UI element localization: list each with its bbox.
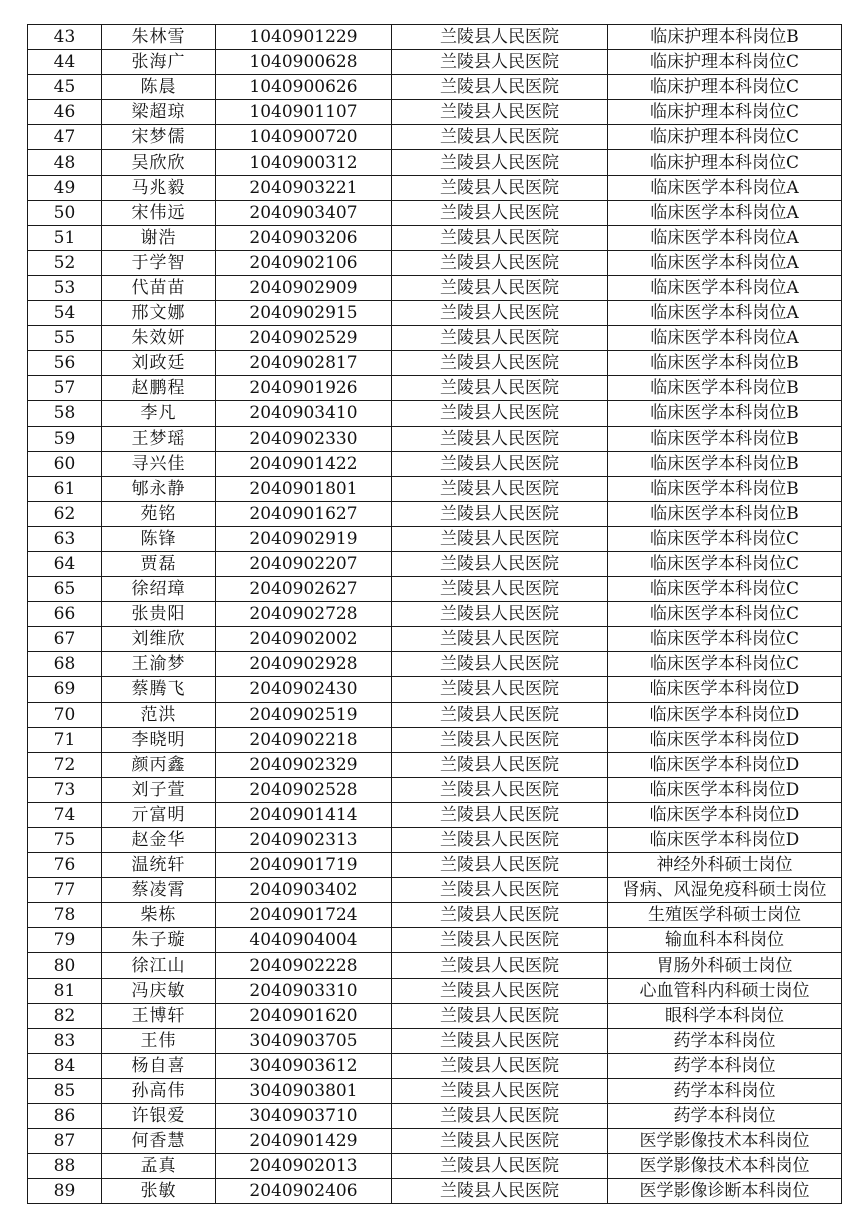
candidate-name-cell: 赵金华 bbox=[102, 828, 216, 853]
employer-unit-cell: 兰陵县人民医院 bbox=[392, 1053, 608, 1078]
row-number-cell: 58 bbox=[28, 401, 102, 426]
exam-id-cell: 2040903410 bbox=[216, 401, 392, 426]
table-row bbox=[28, 200, 842, 225]
employer-unit-cell: 兰陵县人民医院 bbox=[392, 953, 608, 978]
row-number-cell: 50 bbox=[28, 200, 102, 225]
employer-unit-cell: 兰陵县人民医院 bbox=[392, 50, 608, 75]
table-row bbox=[28, 928, 842, 953]
table-row bbox=[28, 652, 842, 677]
candidate-name-cell: 郇永静 bbox=[102, 476, 216, 501]
row-number-cell: 68 bbox=[28, 652, 102, 677]
exam-id-cell: 2040903407 bbox=[216, 200, 392, 225]
position-cell: 肾病、风湿免疫科硕士岗位 bbox=[608, 878, 842, 903]
table-row bbox=[28, 602, 842, 627]
exam-id-cell: 2040903206 bbox=[216, 225, 392, 250]
candidate-name-cell: 温统轩 bbox=[102, 853, 216, 878]
exam-id-cell: 1040900628 bbox=[216, 50, 392, 75]
employer-unit-cell: 兰陵县人民医院 bbox=[392, 677, 608, 702]
position-cell: 医学影像诊断本科岗位 bbox=[608, 1179, 842, 1204]
table-row bbox=[28, 25, 842, 50]
position-cell: 临床医学本科岗位D bbox=[608, 677, 842, 702]
table-row bbox=[28, 677, 842, 702]
table-row bbox=[28, 1129, 842, 1154]
table-row bbox=[28, 702, 842, 727]
table-row bbox=[28, 1078, 842, 1103]
employer-unit-cell: 兰陵县人民医院 bbox=[392, 978, 608, 1003]
row-number-cell: 65 bbox=[28, 577, 102, 602]
employer-unit-cell: 兰陵县人民医院 bbox=[392, 451, 608, 476]
employer-unit-cell: 兰陵县人民医院 bbox=[392, 627, 608, 652]
candidate-name-cell: 张贵阳 bbox=[102, 602, 216, 627]
table-row bbox=[28, 878, 842, 903]
position-cell: 临床医学本科岗位C bbox=[608, 551, 842, 576]
table-row bbox=[28, 1003, 842, 1028]
table-row bbox=[28, 1104, 842, 1129]
employer-unit-cell: 兰陵县人民医院 bbox=[392, 878, 608, 903]
position-cell: 临床医学本科岗位C bbox=[608, 602, 842, 627]
candidate-name-cell: 何香慧 bbox=[102, 1129, 216, 1154]
employer-unit-cell: 兰陵县人民医院 bbox=[392, 1104, 608, 1129]
candidate-name-cell: 刘政廷 bbox=[102, 351, 216, 376]
position-cell: 心血管科内科硕士岗位 bbox=[608, 978, 842, 1003]
employer-unit-cell: 兰陵县人民医院 bbox=[392, 426, 608, 451]
table-row bbox=[28, 451, 842, 476]
candidate-name-cell: 陈晨 bbox=[102, 75, 216, 100]
candidate-name-cell: 朱效妍 bbox=[102, 326, 216, 351]
row-number-cell: 44 bbox=[28, 50, 102, 75]
row-number-cell: 67 bbox=[28, 627, 102, 652]
employer-unit-cell: 兰陵县人民医院 bbox=[392, 376, 608, 401]
table-row bbox=[28, 401, 842, 426]
exam-id-cell: 2040902928 bbox=[216, 652, 392, 677]
exam-id-cell: 2040903221 bbox=[216, 175, 392, 200]
candidate-name-cell: 许银爱 bbox=[102, 1104, 216, 1129]
candidate-name-cell: 徐江山 bbox=[102, 953, 216, 978]
exam-id-cell: 2040902430 bbox=[216, 677, 392, 702]
exam-id-cell: 2040903402 bbox=[216, 878, 392, 903]
candidate-name-cell: 吴欣欣 bbox=[102, 150, 216, 175]
candidate-name-cell: 张敏 bbox=[102, 1179, 216, 1204]
candidate-name-cell: 代苗苗 bbox=[102, 275, 216, 300]
position-cell: 临床医学本科岗位A bbox=[608, 326, 842, 351]
table-row bbox=[28, 853, 842, 878]
exam-id-cell: 2040901926 bbox=[216, 376, 392, 401]
employer-unit-cell: 兰陵县人民医院 bbox=[392, 501, 608, 526]
employer-unit-cell: 兰陵县人民医院 bbox=[392, 275, 608, 300]
exam-id-cell: 2040901801 bbox=[216, 476, 392, 501]
position-cell: 临床医学本科岗位D bbox=[608, 702, 842, 727]
candidate-name-cell: 颜丙鑫 bbox=[102, 752, 216, 777]
position-cell: 临床医学本科岗位C bbox=[608, 577, 842, 602]
exam-id-cell: 2040902919 bbox=[216, 526, 392, 551]
row-number-cell: 88 bbox=[28, 1154, 102, 1179]
exam-id-cell: 2040902207 bbox=[216, 551, 392, 576]
position-cell: 临床医学本科岗位B bbox=[608, 351, 842, 376]
candidate-name-cell: 陈锋 bbox=[102, 526, 216, 551]
employer-unit-cell: 兰陵县人民医院 bbox=[392, 1028, 608, 1053]
table-row bbox=[28, 250, 842, 275]
position-cell: 临床医学本科岗位B bbox=[608, 501, 842, 526]
exam-id-cell: 2040902329 bbox=[216, 752, 392, 777]
position-cell: 临床医学本科岗位A bbox=[608, 175, 842, 200]
exam-id-cell: 2040902313 bbox=[216, 828, 392, 853]
employer-unit-cell: 兰陵县人民医院 bbox=[392, 1154, 608, 1179]
candidate-name-cell: 赵鹏程 bbox=[102, 376, 216, 401]
candidate-name-cell: 苑铭 bbox=[102, 501, 216, 526]
candidate-name-cell: 蔡凌霄 bbox=[102, 878, 216, 903]
candidate-name-cell: 刘子萱 bbox=[102, 777, 216, 802]
employer-unit-cell: 兰陵县人民医院 bbox=[392, 928, 608, 953]
candidate-name-cell: 谢浩 bbox=[102, 225, 216, 250]
position-cell: 临床医学本科岗位A bbox=[608, 275, 842, 300]
employer-unit-cell: 兰陵县人民医院 bbox=[392, 802, 608, 827]
exam-id-cell: 2040902330 bbox=[216, 426, 392, 451]
position-cell: 临床医学本科岗位D bbox=[608, 752, 842, 777]
exam-id-cell: 1040900720 bbox=[216, 125, 392, 150]
position-cell: 胃肠外科硕士岗位 bbox=[608, 953, 842, 978]
position-cell: 临床护理本科岗位C bbox=[608, 75, 842, 100]
exam-id-cell: 2040902728 bbox=[216, 602, 392, 627]
exam-id-cell: 2040902528 bbox=[216, 777, 392, 802]
row-number-cell: 80 bbox=[28, 953, 102, 978]
table-row bbox=[28, 1028, 842, 1053]
employer-unit-cell: 兰陵县人民医院 bbox=[392, 1078, 608, 1103]
exam-id-cell: 1040901229 bbox=[216, 25, 392, 50]
employer-unit-cell: 兰陵县人民医院 bbox=[392, 150, 608, 175]
employer-unit-cell: 兰陵县人民医院 bbox=[392, 1129, 608, 1154]
employer-unit-cell: 兰陵县人民医院 bbox=[392, 200, 608, 225]
position-cell: 临床医学本科岗位B bbox=[608, 426, 842, 451]
exam-id-cell: 2040901719 bbox=[216, 853, 392, 878]
row-number-cell: 76 bbox=[28, 853, 102, 878]
position-cell: 临床医学本科岗位D bbox=[608, 727, 842, 752]
exam-id-cell: 2040902529 bbox=[216, 326, 392, 351]
table-row bbox=[28, 376, 842, 401]
employer-unit-cell: 兰陵县人民医院 bbox=[392, 75, 608, 100]
exam-id-cell: 2040902002 bbox=[216, 627, 392, 652]
table-row bbox=[28, 125, 842, 150]
candidate-name-cell: 梁超琼 bbox=[102, 100, 216, 125]
row-number-cell: 49 bbox=[28, 175, 102, 200]
employer-unit-cell: 兰陵县人民医院 bbox=[392, 225, 608, 250]
exam-id-cell: 2040901414 bbox=[216, 802, 392, 827]
row-number-cell: 77 bbox=[28, 878, 102, 903]
exam-id-cell: 2040902406 bbox=[216, 1179, 392, 1204]
exam-id-cell: 4040904004 bbox=[216, 928, 392, 953]
position-cell: 临床医学本科岗位B bbox=[608, 401, 842, 426]
row-number-cell: 75 bbox=[28, 828, 102, 853]
employer-unit-cell: 兰陵县人民医院 bbox=[392, 853, 608, 878]
table-row bbox=[28, 752, 842, 777]
row-number-cell: 83 bbox=[28, 1028, 102, 1053]
candidate-name-cell: 邢文娜 bbox=[102, 301, 216, 326]
row-number-cell: 57 bbox=[28, 376, 102, 401]
candidate-name-cell: 蔡腾飞 bbox=[102, 677, 216, 702]
table-row bbox=[28, 978, 842, 1003]
candidate-name-cell: 马兆毅 bbox=[102, 175, 216, 200]
row-number-cell: 46 bbox=[28, 100, 102, 125]
exam-id-cell: 2040902218 bbox=[216, 727, 392, 752]
candidate-name-cell: 朱子璇 bbox=[102, 928, 216, 953]
table-row bbox=[28, 175, 842, 200]
candidate-name-cell: 柴栋 bbox=[102, 903, 216, 928]
candidate-name-cell: 于学智 bbox=[102, 250, 216, 275]
table-row bbox=[28, 225, 842, 250]
row-number-cell: 56 bbox=[28, 351, 102, 376]
candidate-name-cell: 李晓明 bbox=[102, 727, 216, 752]
position-cell: 临床医学本科岗位C bbox=[608, 652, 842, 677]
table-row bbox=[28, 326, 842, 351]
employer-unit-cell: 兰陵县人民医院 bbox=[392, 326, 608, 351]
table-row bbox=[28, 150, 842, 175]
exam-id-cell: 2040903310 bbox=[216, 978, 392, 1003]
row-number-cell: 71 bbox=[28, 727, 102, 752]
employer-unit-cell: 兰陵县人民医院 bbox=[392, 476, 608, 501]
employer-unit-cell: 兰陵县人民医院 bbox=[392, 351, 608, 376]
table-row bbox=[28, 577, 842, 602]
employer-unit-cell: 兰陵县人民医院 bbox=[392, 25, 608, 50]
row-number-cell: 54 bbox=[28, 301, 102, 326]
row-number-cell: 55 bbox=[28, 326, 102, 351]
candidate-table bbox=[27, 24, 842, 1204]
position-cell: 临床医学本科岗位B bbox=[608, 451, 842, 476]
table-row bbox=[28, 426, 842, 451]
candidate-name-cell: 朱林雪 bbox=[102, 25, 216, 50]
row-number-cell: 82 bbox=[28, 1003, 102, 1028]
position-cell: 眼科学本科岗位 bbox=[608, 1003, 842, 1028]
candidate-name-cell: 冯庆敏 bbox=[102, 978, 216, 1003]
table-row bbox=[28, 301, 842, 326]
table-row bbox=[28, 501, 842, 526]
table-row bbox=[28, 476, 842, 501]
position-cell: 临床医学本科岗位A bbox=[608, 225, 842, 250]
candidate-name-cell: 王伟 bbox=[102, 1028, 216, 1053]
row-number-cell: 60 bbox=[28, 451, 102, 476]
exam-id-cell: 2040902519 bbox=[216, 702, 392, 727]
employer-unit-cell: 兰陵县人民医院 bbox=[392, 702, 608, 727]
row-number-cell: 84 bbox=[28, 1053, 102, 1078]
exam-id-cell: 2040901724 bbox=[216, 903, 392, 928]
position-cell: 药学本科岗位 bbox=[608, 1078, 842, 1103]
position-cell: 临床护理本科岗位C bbox=[608, 100, 842, 125]
exam-id-cell: 1040901107 bbox=[216, 100, 392, 125]
candidate-name-cell: 孙高伟 bbox=[102, 1078, 216, 1103]
exam-id-cell: 2040901422 bbox=[216, 451, 392, 476]
candidate-name-cell: 王渝梦 bbox=[102, 652, 216, 677]
table-row bbox=[28, 802, 842, 827]
exam-id-cell: 1040900626 bbox=[216, 75, 392, 100]
employer-unit-cell: 兰陵县人民医院 bbox=[392, 551, 608, 576]
table-row bbox=[28, 50, 842, 75]
position-cell: 医学影像技术本科岗位 bbox=[608, 1129, 842, 1154]
exam-id-cell: 3040903710 bbox=[216, 1104, 392, 1129]
exam-id-cell: 2040902106 bbox=[216, 250, 392, 275]
position-cell: 临床医学本科岗位D bbox=[608, 828, 842, 853]
position-cell: 临床医学本科岗位A bbox=[608, 200, 842, 225]
employer-unit-cell: 兰陵县人民医院 bbox=[392, 577, 608, 602]
row-number-cell: 59 bbox=[28, 426, 102, 451]
position-cell: 临床护理本科岗位C bbox=[608, 150, 842, 175]
row-number-cell: 78 bbox=[28, 903, 102, 928]
table-row bbox=[28, 903, 842, 928]
exam-id-cell: 2040901429 bbox=[216, 1129, 392, 1154]
employer-unit-cell: 兰陵县人民医院 bbox=[392, 752, 608, 777]
position-cell: 神经外科硕士岗位 bbox=[608, 853, 842, 878]
exam-id-cell: 1040900312 bbox=[216, 150, 392, 175]
candidate-name-cell: 贾磊 bbox=[102, 551, 216, 576]
row-number-cell: 61 bbox=[28, 476, 102, 501]
row-number-cell: 89 bbox=[28, 1179, 102, 1204]
row-number-cell: 73 bbox=[28, 777, 102, 802]
employer-unit-cell: 兰陵县人民医院 bbox=[392, 100, 608, 125]
position-cell: 药学本科岗位 bbox=[608, 1028, 842, 1053]
row-number-cell: 43 bbox=[28, 25, 102, 50]
candidate-name-cell: 杨自喜 bbox=[102, 1053, 216, 1078]
position-cell: 药学本科岗位 bbox=[608, 1053, 842, 1078]
table-row bbox=[28, 551, 842, 576]
exam-id-cell: 2040902013 bbox=[216, 1154, 392, 1179]
row-number-cell: 72 bbox=[28, 752, 102, 777]
row-number-cell: 47 bbox=[28, 125, 102, 150]
row-number-cell: 74 bbox=[28, 802, 102, 827]
candidate-name-cell: 徐绍璋 bbox=[102, 577, 216, 602]
table-row bbox=[28, 777, 842, 802]
candidate-name-cell: 寻兴佳 bbox=[102, 451, 216, 476]
employer-unit-cell: 兰陵县人民医院 bbox=[392, 175, 608, 200]
table-row bbox=[28, 526, 842, 551]
employer-unit-cell: 兰陵县人民医院 bbox=[392, 1003, 608, 1028]
exam-id-cell: 3040903705 bbox=[216, 1028, 392, 1053]
position-cell: 临床护理本科岗位C bbox=[608, 125, 842, 150]
exam-id-cell: 2040902228 bbox=[216, 953, 392, 978]
row-number-cell: 86 bbox=[28, 1104, 102, 1129]
exam-id-cell: 3040903612 bbox=[216, 1053, 392, 1078]
position-cell: 临床医学本科岗位B bbox=[608, 476, 842, 501]
candidate-name-cell: 亓富明 bbox=[102, 802, 216, 827]
table-row bbox=[28, 1179, 842, 1204]
exam-id-cell: 2040901620 bbox=[216, 1003, 392, 1028]
position-cell: 临床医学本科岗位A bbox=[608, 250, 842, 275]
employer-unit-cell: 兰陵县人民医院 bbox=[392, 301, 608, 326]
employer-unit-cell: 兰陵县人民医院 bbox=[392, 727, 608, 752]
employer-unit-cell: 兰陵县人民医院 bbox=[392, 903, 608, 928]
employer-unit-cell: 兰陵县人民医院 bbox=[392, 250, 608, 275]
exam-id-cell: 2040902915 bbox=[216, 301, 392, 326]
candidate-name-cell: 李凡 bbox=[102, 401, 216, 426]
employer-unit-cell: 兰陵县人民医院 bbox=[392, 777, 608, 802]
candidate-name-cell: 范洪 bbox=[102, 702, 216, 727]
row-number-cell: 70 bbox=[28, 702, 102, 727]
employer-unit-cell: 兰陵县人民医院 bbox=[392, 401, 608, 426]
position-cell: 临床护理本科岗位C bbox=[608, 50, 842, 75]
row-number-cell: 52 bbox=[28, 250, 102, 275]
row-number-cell: 45 bbox=[28, 75, 102, 100]
position-cell: 临床医学本科岗位D bbox=[608, 777, 842, 802]
table-row bbox=[28, 727, 842, 752]
exam-id-cell: 2040902817 bbox=[216, 351, 392, 376]
candidate-name-cell: 张海广 bbox=[102, 50, 216, 75]
row-number-cell: 81 bbox=[28, 978, 102, 1003]
candidate-name-cell: 王梦瑶 bbox=[102, 426, 216, 451]
position-cell: 临床医学本科岗位C bbox=[608, 526, 842, 551]
position-cell: 生殖医学科硕士岗位 bbox=[608, 903, 842, 928]
row-number-cell: 69 bbox=[28, 677, 102, 702]
row-number-cell: 51 bbox=[28, 225, 102, 250]
employer-unit-cell: 兰陵县人民医院 bbox=[392, 602, 608, 627]
row-number-cell: 53 bbox=[28, 275, 102, 300]
row-number-cell: 48 bbox=[28, 150, 102, 175]
candidate-table-body bbox=[28, 25, 842, 1204]
employer-unit-cell: 兰陵县人民医院 bbox=[392, 828, 608, 853]
exam-id-cell: 3040903801 bbox=[216, 1078, 392, 1103]
table-row bbox=[28, 1154, 842, 1179]
candidate-name-cell: 刘维欣 bbox=[102, 627, 216, 652]
position-cell: 临床医学本科岗位D bbox=[608, 802, 842, 827]
table-row bbox=[28, 1053, 842, 1078]
row-number-cell: 66 bbox=[28, 602, 102, 627]
roster-sheet bbox=[27, 24, 841, 1204]
row-number-cell: 79 bbox=[28, 928, 102, 953]
table-row bbox=[28, 100, 842, 125]
position-cell: 输血科本科岗位 bbox=[608, 928, 842, 953]
position-cell: 药学本科岗位 bbox=[608, 1104, 842, 1129]
employer-unit-cell: 兰陵县人民医院 bbox=[392, 125, 608, 150]
position-cell: 临床医学本科岗位B bbox=[608, 376, 842, 401]
candidate-name-cell: 宋梦儒 bbox=[102, 125, 216, 150]
candidate-name-cell: 宋伟远 bbox=[102, 200, 216, 225]
table-row bbox=[28, 351, 842, 376]
row-number-cell: 62 bbox=[28, 501, 102, 526]
candidate-name-cell: 孟真 bbox=[102, 1154, 216, 1179]
employer-unit-cell: 兰陵县人民医院 bbox=[392, 526, 608, 551]
employer-unit-cell: 兰陵县人民医院 bbox=[392, 652, 608, 677]
position-cell: 临床医学本科岗位A bbox=[608, 301, 842, 326]
row-number-cell: 63 bbox=[28, 526, 102, 551]
row-number-cell: 85 bbox=[28, 1078, 102, 1103]
exam-id-cell: 2040901627 bbox=[216, 501, 392, 526]
table-row bbox=[28, 275, 842, 300]
position-cell: 临床护理本科岗位B bbox=[608, 25, 842, 50]
table-row bbox=[28, 75, 842, 100]
position-cell: 临床医学本科岗位C bbox=[608, 627, 842, 652]
employer-unit-cell: 兰陵县人民医院 bbox=[392, 1179, 608, 1204]
row-number-cell: 87 bbox=[28, 1129, 102, 1154]
table-row bbox=[28, 953, 842, 978]
exam-id-cell: 2040902909 bbox=[216, 275, 392, 300]
table-row bbox=[28, 828, 842, 853]
exam-id-cell: 2040902627 bbox=[216, 577, 392, 602]
table-row bbox=[28, 627, 842, 652]
row-number-cell: 64 bbox=[28, 551, 102, 576]
candidate-name-cell: 王博轩 bbox=[102, 1003, 216, 1028]
position-cell: 医学影像技术本科岗位 bbox=[608, 1154, 842, 1179]
